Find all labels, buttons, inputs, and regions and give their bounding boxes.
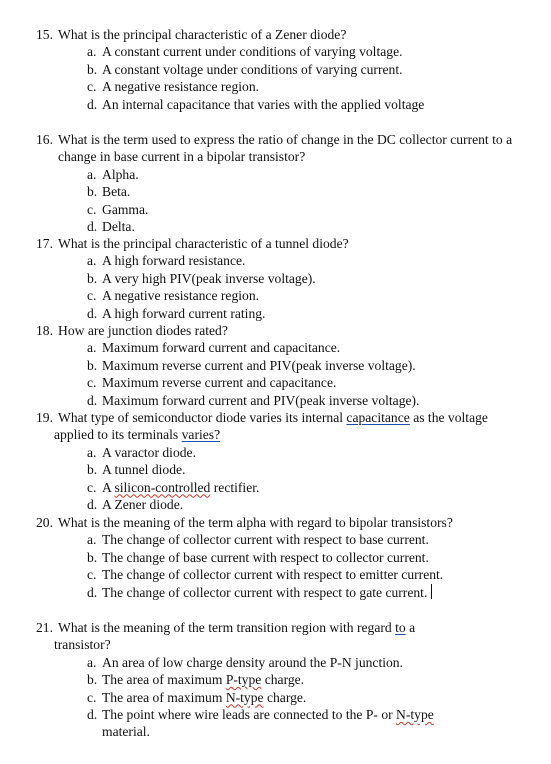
question-number: 21. bbox=[36, 620, 53, 635]
option-letter: c. bbox=[87, 689, 97, 705]
option-text: An internal capacitance that varies with the applied voltage bbox=[102, 96, 425, 112]
option-letter: c. bbox=[87, 567, 97, 583]
question-number: 19. bbox=[36, 410, 53, 425]
answer-option bbox=[0, 549, 522, 566]
answer-option bbox=[0, 496, 522, 513]
option-text-part: charge. bbox=[261, 672, 305, 688]
option-text: The change of collector current with respect to emitter current. bbox=[102, 567, 444, 583]
option-letter: d. bbox=[87, 392, 98, 408]
question-text-part: What type of semiconductor diode varies its internal bbox=[58, 410, 347, 425]
option-letter: b. bbox=[87, 61, 98, 77]
answer-option bbox=[0, 706, 477, 741]
option-text-part: charge. bbox=[263, 689, 307, 705]
option-letter: b. bbox=[87, 462, 98, 478]
question-stem bbox=[0, 409, 514, 444]
question-17 bbox=[0, 235, 551, 322]
question-15 bbox=[0, 26, 551, 113]
option-letter: a. bbox=[87, 532, 97, 548]
option-text-part: The point where wire leads are connected to the P- or bbox=[102, 707, 397, 723]
answer-option bbox=[0, 305, 522, 322]
option-text: The change of base current with respect to collector current. bbox=[102, 549, 429, 565]
option-text: Alpha. bbox=[102, 166, 139, 182]
option-text: A Zener diode. bbox=[102, 497, 184, 513]
question-stem bbox=[0, 235, 518, 252]
answer-option bbox=[0, 252, 522, 269]
option-text: An area of low charge density around the P-N junction. bbox=[102, 654, 403, 670]
question-16 bbox=[0, 131, 551, 235]
question-number: 16. bbox=[36, 132, 53, 147]
question-stem bbox=[0, 514, 488, 531]
answer-option bbox=[0, 654, 522, 671]
option-text-part: A bbox=[102, 479, 115, 495]
option-letter: d. bbox=[87, 497, 98, 513]
question-text-part: as the voltage applied to its terminals bbox=[54, 410, 488, 443]
answer-option bbox=[0, 584, 522, 601]
option-letter: b. bbox=[87, 270, 98, 286]
answer-option bbox=[0, 531, 522, 548]
option-text: Beta. bbox=[102, 184, 131, 200]
question-stem bbox=[0, 26, 518, 43]
spelling-flagged-word: N-type bbox=[225, 689, 264, 705]
option-letter: b. bbox=[87, 357, 98, 373]
option-letter: d. bbox=[87, 96, 98, 112]
spelling-flagged-word: P-type bbox=[225, 672, 262, 688]
answer-option bbox=[0, 270, 522, 287]
question-stem bbox=[0, 322, 518, 339]
question-18 bbox=[0, 322, 551, 409]
question-text: What is the term used to express the ratio of change in the DC collector current to a change in base current in a bipolar transistor? bbox=[58, 132, 513, 165]
option-letter: b. bbox=[87, 672, 98, 688]
question-text: How are junction diodes rated? bbox=[58, 323, 228, 338]
question-21 bbox=[0, 619, 551, 741]
option-text: A high forward current rating. bbox=[102, 305, 266, 321]
option-letter: c. bbox=[87, 201, 97, 217]
answer-option bbox=[0, 374, 522, 391]
question-stem bbox=[0, 619, 464, 654]
option-letter: c. bbox=[87, 375, 97, 391]
question-number: 17. bbox=[36, 236, 53, 251]
option-letter: d. bbox=[87, 219, 98, 235]
option-text: A constant current under conditions of varying voltage. bbox=[102, 44, 403, 60]
answer-option bbox=[0, 183, 522, 200]
spelling-flagged-word: N-type bbox=[396, 707, 434, 723]
option-text: A tunnel diode. bbox=[102, 462, 186, 478]
answer-option bbox=[0, 96, 522, 113]
question-text: What is the principal characteristic of a tunnel diode? bbox=[58, 236, 349, 251]
option-text-part: The area of maximum bbox=[102, 672, 226, 688]
question-text: What is the principal characteristic of a Zener diode? bbox=[58, 27, 347, 42]
answer-option bbox=[0, 566, 522, 583]
option-text: A very high PIV(peak inverse voltage). bbox=[102, 270, 316, 286]
option-text: Maximum reverse current and capacitance. bbox=[102, 375, 337, 391]
question-text-part: What is the meaning of the term transition region with regard bbox=[58, 620, 396, 635]
option-letter: a. bbox=[87, 253, 97, 269]
question-number: 15. bbox=[36, 27, 53, 42]
option-letter: a. bbox=[87, 44, 97, 60]
option-text: Gamma. bbox=[102, 201, 149, 217]
question-text-part: a transistor? bbox=[54, 620, 416, 653]
option-text: A constant voltage under conditions of varying current. bbox=[102, 61, 403, 77]
answer-option bbox=[0, 392, 522, 409]
option-text-part: material. bbox=[102, 724, 150, 740]
spelling-flagged-word: silicon-controlled bbox=[114, 479, 211, 495]
answer-option bbox=[0, 357, 522, 374]
option-text: A high forward resistance. bbox=[102, 253, 246, 269]
answer-option bbox=[0, 61, 522, 78]
answer-option bbox=[0, 201, 522, 218]
answer-option bbox=[0, 339, 522, 356]
question-19 bbox=[0, 409, 551, 513]
option-text: Maximum forward current and PIV(peak inverse voltage). bbox=[102, 392, 420, 408]
option-letter: c. bbox=[87, 479, 97, 495]
option-text: The change of collector current with respect to gate current. bbox=[102, 584, 428, 600]
answer-option bbox=[0, 671, 522, 688]
answer-option bbox=[0, 689, 522, 706]
option-text-part: rectifier. bbox=[210, 479, 260, 495]
option-text: A varactor diode. bbox=[102, 444, 196, 460]
answer-option bbox=[0, 43, 522, 60]
option-text: Maximum reverse current and PIV(peak inverse voltage). bbox=[102, 357, 416, 373]
question-number: 18. bbox=[36, 323, 53, 338]
answer-option bbox=[0, 218, 522, 235]
answer-option bbox=[0, 166, 522, 183]
answer-option bbox=[0, 479, 522, 496]
answer-option bbox=[0, 444, 522, 461]
option-text: The change of collector current with respect to base current. bbox=[102, 532, 429, 548]
option-letter: c. bbox=[87, 288, 97, 304]
option-letter: d. bbox=[87, 305, 98, 321]
question-number: 20. bbox=[36, 515, 53, 530]
option-letter: a. bbox=[87, 166, 97, 182]
option-letter: a. bbox=[87, 340, 97, 356]
question-20 bbox=[0, 514, 551, 601]
option-text: Maximum forward current and capacitance. bbox=[102, 340, 341, 356]
option-text: A negative resistance region. bbox=[102, 288, 260, 304]
option-letter: a. bbox=[87, 444, 97, 460]
option-text: A negative resistance region. bbox=[102, 79, 260, 95]
grammar-flagged-word: to bbox=[395, 620, 406, 635]
grammar-flagged-word: varies? bbox=[181, 427, 221, 443]
question-text: What is the meaning of the term alpha with regard to bipolar transistors? bbox=[58, 515, 453, 530]
answer-option bbox=[0, 461, 522, 478]
option-letter: d. bbox=[87, 584, 98, 600]
grammar-flagged-word: capacitance bbox=[346, 410, 410, 425]
text-cursor bbox=[431, 584, 432, 599]
option-text-part: The area of maximum bbox=[102, 689, 226, 705]
option-letter: a. bbox=[87, 654, 97, 670]
option-text: Delta. bbox=[102, 219, 135, 235]
option-letter: d. bbox=[87, 707, 98, 723]
option-letter: b. bbox=[87, 549, 98, 565]
answer-option bbox=[0, 287, 522, 304]
question-stem bbox=[0, 131, 528, 166]
answer-option bbox=[0, 78, 522, 95]
option-letter: c. bbox=[87, 79, 97, 95]
option-letter: b. bbox=[87, 184, 98, 200]
